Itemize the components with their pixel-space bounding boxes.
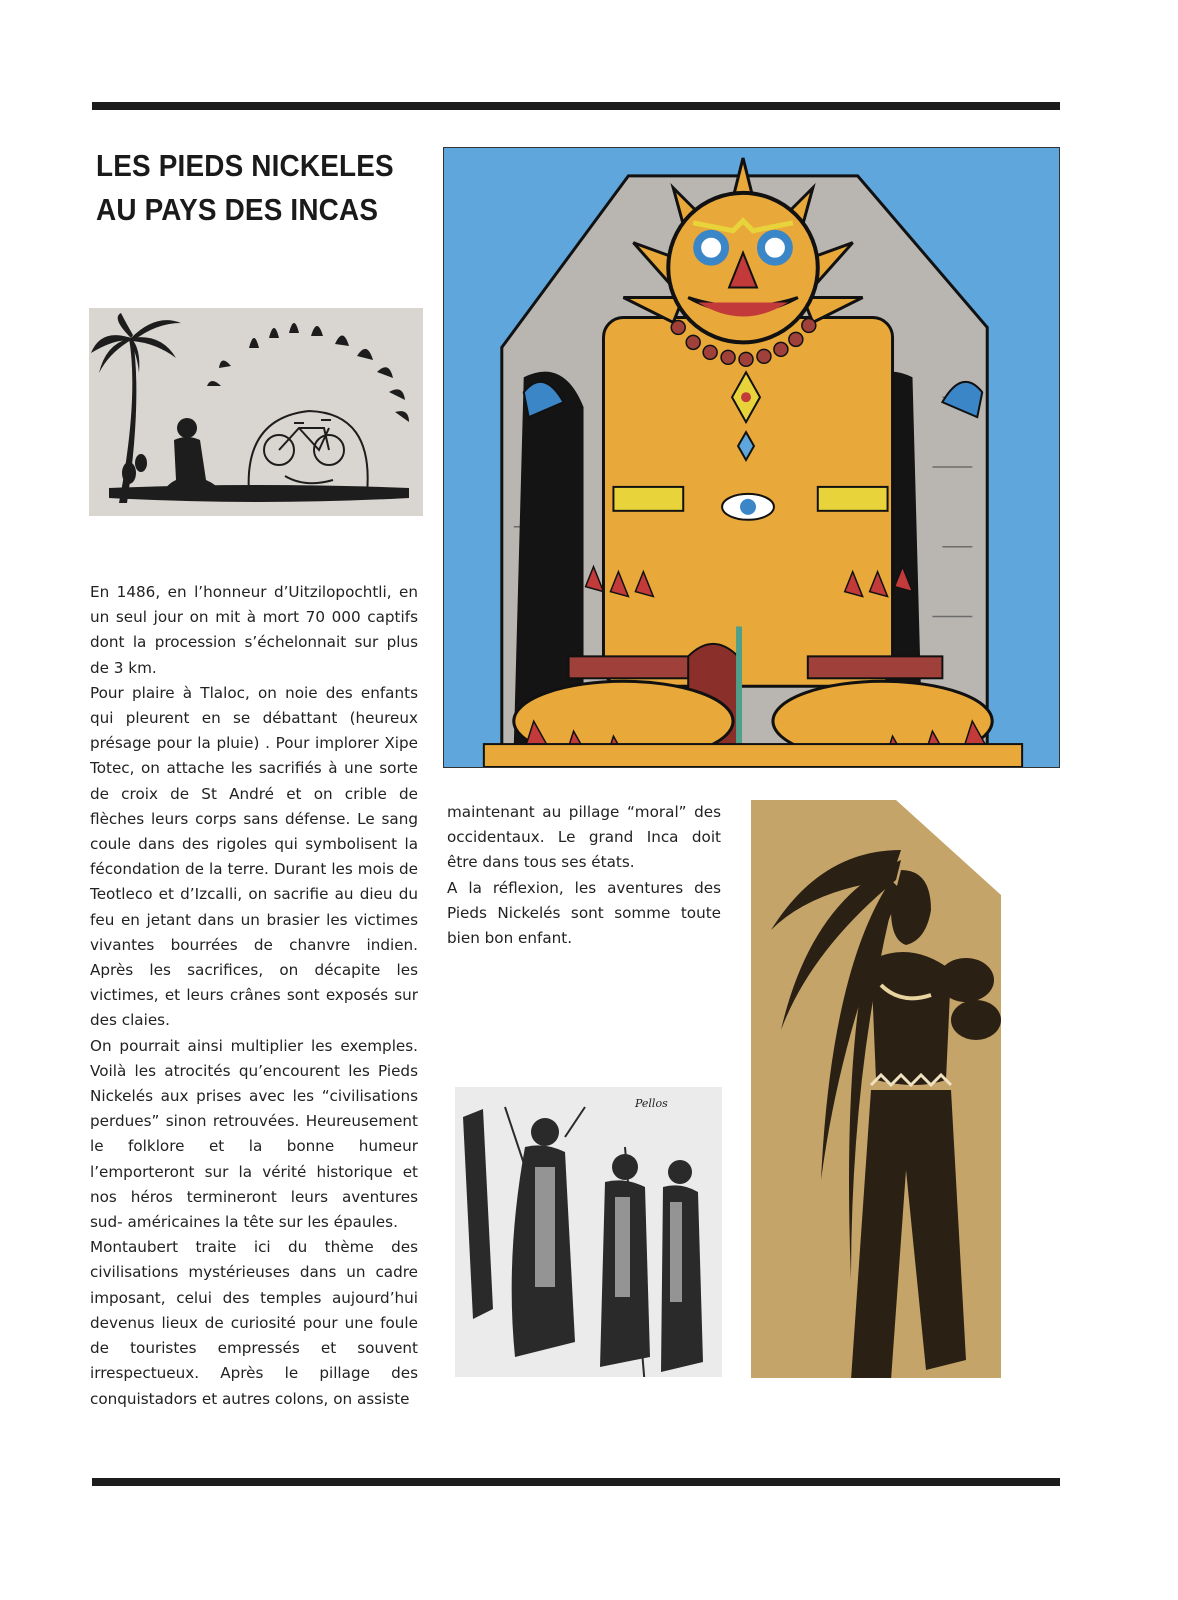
inca-idol-drawing: [444, 148, 1059, 767]
paragraph-1: En 1486, en l’honneur d’Uitzilopochtli, en un seul jour on mit à mort 70 000 captifs dont la procession s’échelonnait sur plus de 3 km.: [90, 583, 418, 677]
illustration-inca-idol: [443, 147, 1060, 768]
bike-sun-drawing: [89, 308, 423, 516]
three-chiefs-drawing: [455, 1087, 722, 1377]
paragraph-5: maintenant au pillage “moral” des occidentaux. Le grand Inca doit être dans tous ses états.: [447, 803, 721, 872]
article-body-middle: [447, 800, 721, 951]
boxing-chief-drawing: [751, 800, 1001, 1378]
title-line-1: LES PIEDS NICKELES: [96, 148, 394, 183]
paragraph-4: Montaubert traite ici du thème des civilisations mystérieuses dans un cadre imposant, celui des temples aujourd’hui devenus lieux de curiosité pour une foule de touristes empressés et souvent irrespectueux. Après le pillage des conquistadors et autres colons, on assiste: [90, 1238, 418, 1408]
paragraph-3: On pourrait ainsi multiplier les exemples. Voilà les atrocités qu’encourent les Pieds Nickelés aux prises avec les “civilisations perdues” sinon retrouvées. Heureusement le folklore et la bonne humeur l’emporteront sur la vérité historique et nos héros termineront leurs aventures sud- américaines la tête sur les épaules.: [90, 1036, 418, 1232]
top-rule: [92, 102, 1060, 110]
illustration-boxing-chief: [751, 800, 1001, 1378]
paragraph-6: A la réflexion, les aventures des Pieds Nickelés sont somme toute bien bon enfant.: [447, 878, 721, 948]
paragraph-2: Pour plaire à Tlaloc, on noie des enfants qui pleurent en se débattant (heureux présage pour la pluie) . Pour implorer Xipe Totec, on attache les sacrifiés à une sorte de croix de St André et on crible de flèches leurs corps sans défense. Le sang coule dans des rigoles qui symbolisent la fécondation de la terre. Durant les mois de Teotleco et d’Izcalli, on sacrifie au dieu du feu en jetant dans un brasier les victimes vivantes bourrées de chanvre indien. Après les sacrifices, on décapite les victimes, et leurs crânes sont exposés sur des claies.: [90, 683, 418, 1030]
bottom-rule: [92, 1478, 1060, 1486]
artist-signature: Pellos: [635, 1097, 668, 1110]
title-line-2: AU PAYS DES INCAS: [96, 192, 379, 227]
illustration-bike-sun: [89, 308, 423, 516]
page-title: [96, 144, 394, 232]
article-body-left: [90, 580, 418, 1412]
illustration-three-chiefs: [455, 1087, 722, 1377]
